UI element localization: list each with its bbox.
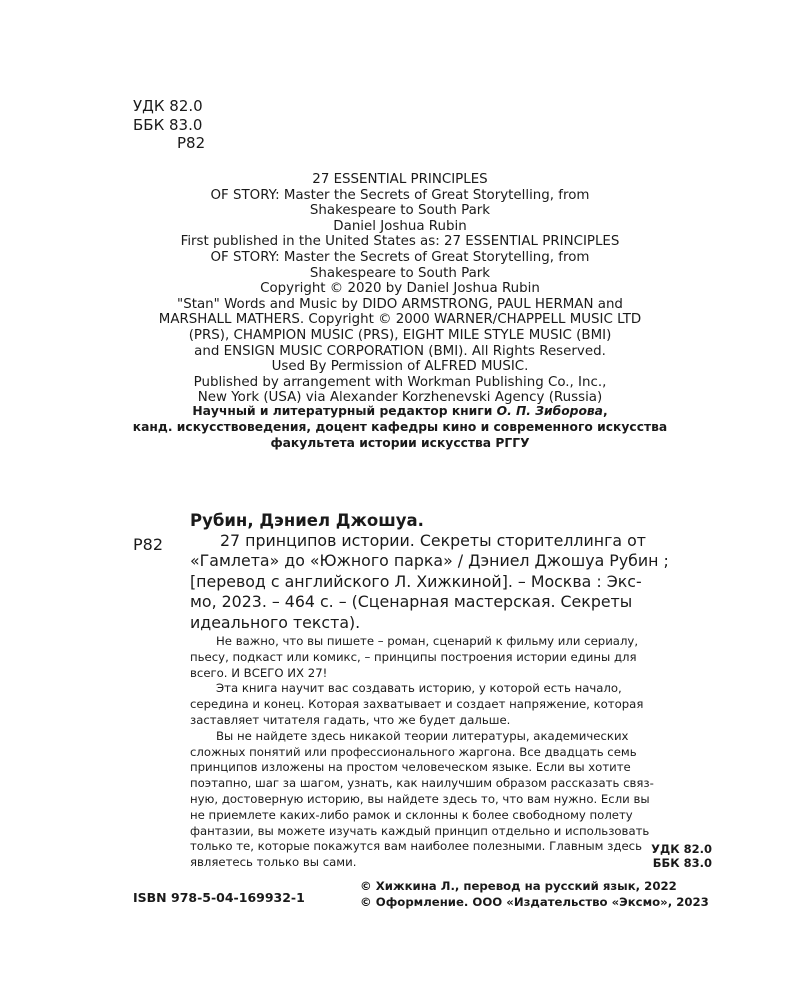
editor-suffix: , (602, 404, 608, 418)
annotation-line: являетесь только вы сами. (190, 855, 357, 870)
annotation-line: не приемлете каких-либо рамок и склонны к более свободному полету (190, 807, 633, 822)
credits-line: OF STORY: Master the Secrets of Great Storytelling, from (210, 249, 590, 265)
editor-credentials: канд. искусствоведения, доцент кафедры кино и современного искусства (132, 420, 668, 434)
credits-line: and ENSIGN MUSIC CORPORATION (BMI). All Rights Reserved. (194, 343, 606, 359)
credits-line: OF STORY: Master the Secrets of Great Storytelling, from (210, 187, 590, 203)
original-edition-credits (80, 172, 720, 406)
copyright-translation: © Хижкина Л., перевод на русский язык, 2022 (360, 879, 677, 893)
credits-line: Shakespeare to South Park (309, 203, 491, 219)
credits-line: New York (USA) via Alexander Korzhenevski Agency (Russia) (197, 390, 603, 406)
credits-line: (PRS), CHAMPION MUSIC (PRS), EIGHT MILE STYLE MUSIC (BMI) (188, 327, 612, 343)
copyright-design: © Оформление. ООО «Издательство «Эксмо», 2023 (360, 895, 709, 909)
annotation-line: ную, достоверную историю, вы найдете здесь то, что вам нужно. Если вы (190, 791, 650, 806)
biblio-line: [перевод с английского Л. Хижкиной]. – Москва : Экс- (190, 571, 642, 591)
udk-code: УДК 82.0 (133, 97, 203, 115)
annotation-line: Не важно, что вы пишете – роман, сценарий к фильму или сериалу, (216, 634, 639, 648)
credits-line: MARSHALL MATHERS. Copyright © 2000 WARNER/CHAPPELL MUSIC LTD (158, 312, 642, 328)
annotation-line: фантазии, вы можете изучать каждый принцип отдельно и использовать (190, 823, 650, 838)
annotation-line: пьесу, подкаст или комикс, – принципы построения истории едины для (190, 649, 637, 664)
annotation-line: принципов изложены на простом человеческом языке. Если вы хотите (190, 760, 631, 775)
biblio-line: идеального текста). (190, 612, 361, 632)
annotation-line: Эта книга научит вас создавать историю, у которой есть начало, (216, 681, 622, 696)
author-sign: Р82 (177, 134, 206, 152)
annotation-line: только те, которые покажутся вам наиболее полезными. Главным здесь (190, 839, 642, 854)
entry-side-code: Р82 (133, 535, 164, 554)
annotation-line: Вы не найдете здесь никакой теории литературы, академических (216, 728, 629, 743)
bibliographic-entry (190, 531, 712, 633)
credits-line: Used By Permission of ALFRED MUSIC. (271, 359, 529, 375)
biblio-line: 27 принципов истории. Секреты сторителлинга от (220, 531, 646, 550)
annotation-line: середина и конец. Которая захватывает и создает напряжение, которая (190, 697, 644, 712)
isbn: ISBN 978-5-04-169932-1 (133, 890, 305, 905)
credits-line: First published in the United States as: 27 ESSENTIAL PRINCIPLES (180, 234, 620, 250)
credits-line: Copyright © 2020 by Daniel Joshua Rubin (260, 281, 540, 297)
annotation-line: заставляет читателя гадать, что же будет дальше. (190, 712, 511, 727)
footer-udk: УДК 82.0 (651, 842, 712, 856)
editor-faculty: факультета истории искусства РГГУ (270, 436, 530, 450)
footer-classification-codes (651, 842, 712, 870)
author-heading: Рубин, Дэниел Джошуа. (190, 511, 424, 530)
annotation-line: поэтапно, шаг за шагом, узнать, как наилучшим образом рассказать связ- (190, 776, 654, 791)
credits-line: Shakespeare to South Park (309, 265, 491, 281)
scientific-editor-note (60, 403, 740, 451)
credits-line: Daniel Joshua Rubin (333, 218, 467, 234)
biblio-line: «Гамлета» до «Южного парка» / Дэниел Джошуа Рубин ; (190, 551, 669, 571)
editor-name: О. П. Зиборова (496, 404, 603, 418)
annotation-line: всего. И ВСЕГО ИХ 27! (190, 665, 328, 680)
editor-line (60, 403, 740, 419)
footer-bbk: ББК 83.0 (652, 856, 712, 870)
editor-prefix: Научный и литературный редактор книги (192, 404, 497, 418)
copyright-notices (360, 878, 709, 910)
credits-line: Published by arrangement with Workman Publishing Co., Inc., (193, 374, 607, 390)
credits-line: "Stan" Words and Music by DIDO ARMSTRONG, PAUL HERMAN and (177, 296, 623, 312)
classification-codes (133, 97, 205, 153)
biblio-line: мо, 2023. – 464 с. – (Сценарная мастерская. Секреты (190, 592, 633, 612)
credits-line: 27 ESSENTIAL PRINCIPLES (312, 172, 488, 187)
bbk-code: ББК 83.0 (133, 115, 203, 134)
annotation-line: сложных понятий или профессионального жаргона. Все двадцать семь (190, 744, 637, 759)
annotation (190, 634, 712, 871)
